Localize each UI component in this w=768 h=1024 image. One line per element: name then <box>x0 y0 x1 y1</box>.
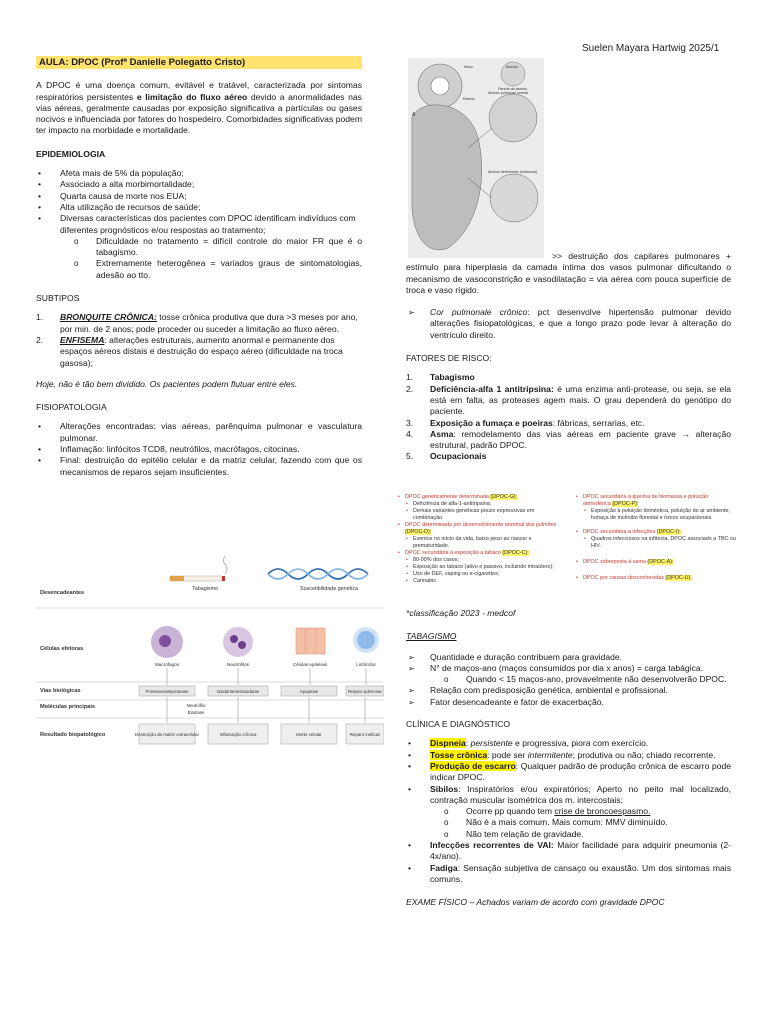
macrophage-icon <box>151 626 183 658</box>
lesson-title: AULA: DPOC (Profª Danielle Polegatto Cristo) <box>36 56 362 69</box>
list-item: • Afeta mais de 5% da população; <box>36 168 362 179</box>
pathway-label: Oxidante/antioxidante <box>216 689 260 694</box>
lung-label: Muco <box>464 65 473 69</box>
list-item: • Produção de escarro: Qualquer padrão de produção crônica de escarro pode indicar DPOC. <box>406 761 731 784</box>
subtipos-heading: SUBTIPOS <box>36 293 80 304</box>
list-item: • Fadiga: Sensação subjetiva de cansaço ou exaustão. Um dos sintomas mais comuns. <box>406 863 731 886</box>
list-item: ➢ Cor pulmonale crônico: pct desenvolve hipertensão pulmonar devido alterações fisiopatológicas, e que a longo prazo pode levar à alteração do ventrículo direito. <box>406 307 731 341</box>
list-item: 1. Tabagismo <box>406 372 475 383</box>
sub-list-item: o Quando < 15 maços-ano, provavelmente não desenvolverão DPOC. <box>406 674 731 685</box>
outcome-label: Destruição da matriz extracelular <box>134 732 200 737</box>
molecule-label: Neutrófilo <box>186 703 206 708</box>
subtipos-note: Hoje, não é tão bem dividido. Os pacientes podem flutuar entre eles. <box>36 378 298 389</box>
lung-label: Alvéolo deteriorado (enfisema) <box>488 170 537 174</box>
outcome-label: Reparo ineficaz <box>349 732 381 737</box>
classification-item: • DPOC por causas desconhecidas (DPOC-U). <box>575 575 737 582</box>
lung-emphysema-figure <box>408 58 544 258</box>
epidemiologia-list <box>36 168 362 281</box>
sub-list-item: o Dificuldade no tratamento = difícil controle do maior FR que é o tabagismo. <box>36 236 362 259</box>
pathway-label: Reparo pulmonar <box>348 689 382 694</box>
list-item: • Final: destruição do epitélio celular e da matriz celular, fazendo com que os mecanismos de reparos sejam insuficientes. <box>36 455 362 478</box>
neutrophil-icon <box>223 627 253 657</box>
classification-item: • DPOC secundária a infecções (DPOC-I): <box>575 529 737 536</box>
clinica-heading: CLÍNICA E DIAGNÓSTICO <box>406 719 511 730</box>
classification-subitem: • Eventos no início da vida, baixo peso ao nascer e prematuridade. <box>397 536 565 550</box>
list-item: • Sibilos: Inspiratórios e/ou expiratórios; Aperto no peito mal localizado, contração muscular isométrica dos m. intercostais; o Ocorre pp quando tem crise de broncoespasmo. o Não é a mais comum. Mais comum: MMV diminuído. o Não tem relação de gravidade. <box>406 784 731 840</box>
subtipos-list <box>36 312 362 368</box>
epidemiologia-heading: EPIDEMIOLOGIA <box>36 148 106 159</box>
exame-fisico-heading: EXAME FÍSICO – Achados variam de acordo com gravidade DPOC <box>406 897 665 908</box>
tabagismo-list <box>406 652 731 708</box>
list-item: 2. Deficiência-alfa 1 antitripsina: é uma enzima anti-protease, ou seja, se ela está em falta, as proteases agem mais. O grau dependerá do genótipo do paciente. <box>406 383 732 417</box>
classification-subitem: • Exposição ao tabaco (ativo e passivo, incluindo intraútero); <box>397 564 565 571</box>
pathway-label: Apoptose <box>299 689 319 694</box>
tabagismo-heading: TABAGISMO <box>406 631 457 642</box>
fatores-heading: FATORES DE RISCO: <box>406 353 492 364</box>
row-label: Resultado biopatológico <box>40 732 106 738</box>
row-label: Moléculas principais <box>40 704 96 710</box>
pathway-label: Protease/antiprotease <box>145 689 189 694</box>
cell-label: Neutrófilos <box>227 662 249 667</box>
cell-label: Células epiteliais <box>292 662 328 667</box>
trigger-label: Tabagismo <box>192 586 219 592</box>
lung-label: Edema <box>463 97 475 101</box>
list-item: • Associado a alta morbimortalidade; <box>36 179 362 190</box>
fisiopatologia-list <box>36 421 362 477</box>
trigger-label: Suscetibilidade genética <box>300 586 359 592</box>
classification-subitem: • Cannabis. <box>397 578 565 585</box>
list-item: • Dispneia: persistente e progressiva, piora com exercício. <box>406 738 731 749</box>
clinica-list <box>406 738 731 885</box>
outcome-label: Inflamação crônica <box>219 732 257 737</box>
cor-pulmonale-list <box>406 307 731 341</box>
lung-label: Parede do alvéolo <box>498 87 527 91</box>
cell-label: Linfócitos <box>356 662 376 667</box>
list-item: • Alta utilização de recursos de saúde; <box>36 202 362 213</box>
row-label: Desencadeantes <box>40 590 85 596</box>
lung-caption: A <box>412 112 416 118</box>
intro-paragraph: A DPOC é uma doença comum, evitável e tratável, caracterizada por sintomas respiratórios persistentes e limitação do fluxo aéreo devido a anormalidades nas vias aéreas, geralmente causadas por exposição significativa a partículas ou gases nocivos e influenciada por fatores do hospedeiro. Comorbidades significativas podem ter impacto na morbidade e mortalidade. <box>36 80 362 136</box>
capillaries-paragraph: >> destruição dos capilares pulmonares + estímulo para hiperplasia da camada íntima dos vasos pulmonar dificultando o mecanismo de vasoconstrição e vasodilatação = via aérea com pouca superfície de troca e vaso rígido. <box>406 251 731 295</box>
lung-label: Alvéolo <box>506 65 518 69</box>
outcome-label: Morte celular <box>296 732 322 737</box>
lung-label: Alvéolo pulmonar normal <box>488 91 528 95</box>
epithelial-cell-icon <box>296 628 325 654</box>
list-item: 1. BRONQUITE CRÔNICA: tosse crônica produtiva que dura >3 meses por ano, por min. de 2 anos; pode proceder ou suceder a limitação ao fluxo aéreo. <box>36 312 358 334</box>
fisiopatologia-heading: FISIOPATOLOGIA <box>36 402 107 413</box>
lymphocyte-icon <box>353 627 379 653</box>
list-item: ➢ N° de maços-ano (maços consumidos por dia x anos) = carga tabágica. o Quando < 15 maços-ano, provavelmente não desenvolverão DPOC. <box>406 663 731 686</box>
fatores-list <box>406 372 731 462</box>
classification-subitem: • Demais variantes genéticas pouco expressivas em combinação. <box>397 508 565 522</box>
sub-list-item: o Não é a mais comum. Mais comum: MMV diminuído. <box>406 817 731 828</box>
dna-icon <box>268 569 368 579</box>
classification-subitem: • Uso de DEF, vaping ou e-cigarettes; <box>397 571 565 578</box>
row-label: Células efetoras <box>40 646 84 652</box>
classification-column-right <box>575 494 737 582</box>
classification-item: • DPOC secundária à exposição a tabaco (DPOC-C): <box>397 550 565 557</box>
sub-list-item: o Não tem relação de gravidade. <box>406 829 731 840</box>
list-item: • Infecções recorrentes de VAI: Maior facilidade para adquirir pneumonia (2-4x/ano). <box>406 840 731 863</box>
list-item: ➢ Relação com predisposição genética, ambiental e profissional. <box>406 685 731 696</box>
list-item: • Alterações encontradas: vias aéreas, parênquima pulmonar e vasculatura pulmonar. <box>36 421 362 444</box>
list-item: • Inflamação: linfócitos TCD8, neutrófilos, macrófagos, citocinas. <box>36 444 362 455</box>
author-header: Suelen Mayara Hartwig 2025/1 <box>582 43 720 54</box>
list-item: • Diversas características dos pacientes com DPOC identificam indivíduos com diferentes prognósticos e/ou respostas ao tratamento; o Dificuldade no tratamento = difícil controle do maior FR que é o tabagismo. o Extremamente heterogênea = variados graus de sintomatologias, adesão ao tto. <box>36 213 362 281</box>
classification-item: • DPOC determinada por desenvolvimento anormal dos pulmões (DPOC-D): <box>397 522 565 536</box>
list-item: ➢ Fator desencadeante e fator de exacerbação. <box>406 697 731 708</box>
classification-subitem: • Exposição à poluição doméstica, poluição do ar ambiente, fumaça de incêndio florestal e riscos ocupacionais. <box>575 508 737 522</box>
cell-label: Macrófagos <box>154 662 180 667</box>
classification-subitem: • Quadros infecciosos na infância, DPOC associado a TBC ou HIV. <box>575 536 737 550</box>
list-item: 3. Exposição a fumaça e poeiras: fábricas, serrarias, etc. <box>406 417 645 428</box>
classification-item: • DPOC geneticamente determinada (DPOC-G): <box>397 494 565 501</box>
sub-list-item: o Ocorre pp quando tem crise de broncoespasmo. <box>406 806 731 817</box>
list-item: • Quarta causa de morte nos EUA; <box>36 191 362 202</box>
list-item: 2. ENFISEMA: alterações estruturais, aumento anormal e permanente dos espaços aéreos distais e destruição do espaço aéreo (dificuldade na troca gasosa); <box>36 334 343 368</box>
list-item: ➢ Quantidade e duração contribuem para gravidade. <box>406 652 731 663</box>
list-item: 5. Ocupacionais <box>406 451 487 462</box>
classification-subitem: • 80-90% dos casos; <box>397 557 565 564</box>
right-column-bottom <box>406 608 731 909</box>
table-caption: *classificação 2023 - medcof <box>406 608 516 618</box>
left-column <box>36 56 362 478</box>
classification-subitem: • Deficiência de alfa-1-antitripsina; <box>397 501 565 508</box>
classification-table <box>397 494 737 606</box>
sub-list-item: o Extremamente heterogênea = variados graus de sintomatologias, adesão ao tto. <box>36 258 362 281</box>
classification-item: • DPOC secundária à queima de biomassa e poluição atmosférica (DPOC-P): <box>575 494 737 508</box>
molecule-label: Elastase <box>187 710 205 715</box>
list-item: 4. Asma: remodelamento das vias aéreas em paciente grave → alteração estrutural, padrão DPOC. <box>406 428 731 451</box>
cigarette-icon <box>170 556 227 581</box>
list-item: • Tosse crônica: pode ser intermitente; produtiva ou não; chiado recorrente. <box>406 750 731 761</box>
classification-item: • DPOC sobreposta à asma (DPOC-A): <box>575 559 737 566</box>
pathogenesis-diagram <box>36 556 384 756</box>
row-label: Vias biológicas <box>40 688 81 694</box>
right-column-top <box>406 251 731 463</box>
classification-column-left <box>397 494 565 585</box>
